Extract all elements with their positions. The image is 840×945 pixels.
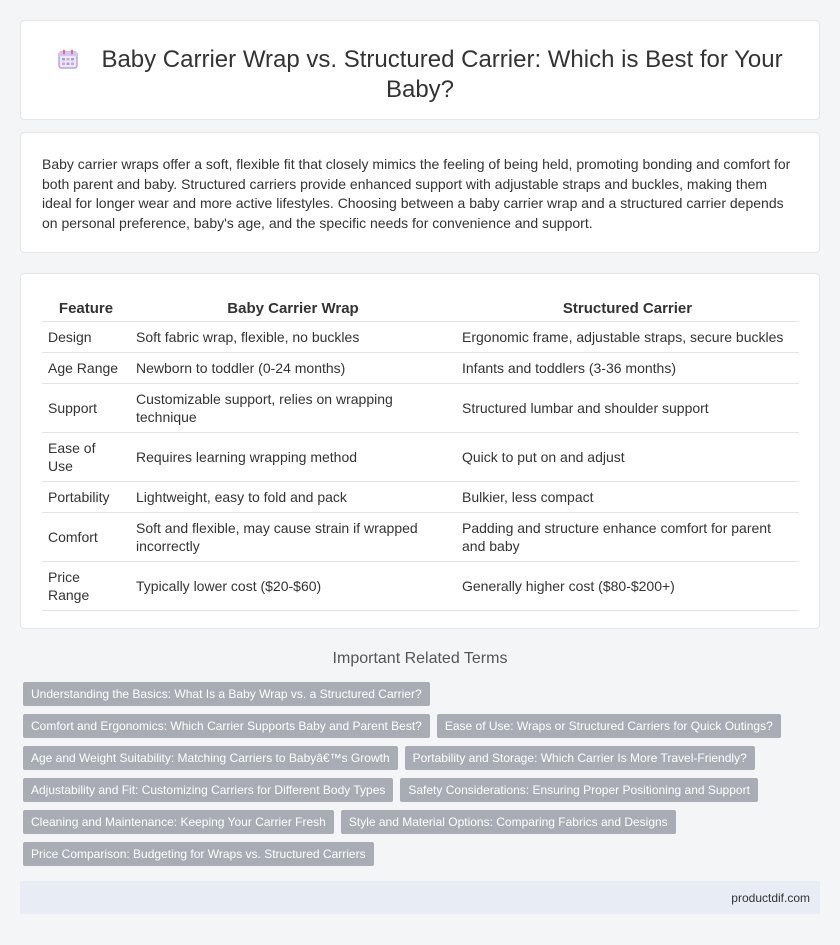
related-term-link[interactable]: Adjustability and Fit: Customizing Carriers for Different Body Types bbox=[23, 778, 393, 802]
row-wrap: Typically lower cost ($20-$60) bbox=[130, 561, 456, 610]
row-wrap: Requires learning wrapping method bbox=[130, 432, 456, 481]
row-feature: Design bbox=[42, 321, 130, 352]
chip-row bbox=[23, 714, 813, 746]
row-feature: Price Range bbox=[42, 561, 130, 610]
related-term-link[interactable]: Safety Considerations: Ensuring Proper Positioning and Support bbox=[400, 778, 758, 802]
chip-row bbox=[23, 746, 813, 778]
related-term-link[interactable]: Comfort and Ergonomics: Which Carrier Supports Baby and Parent Best? bbox=[23, 714, 430, 738]
comparison-card bbox=[20, 273, 820, 629]
row-structured: Quick to put on and adjust bbox=[456, 432, 799, 481]
calendar-icon bbox=[57, 48, 79, 70]
row-wrap: Lightweight, easy to fold and pack bbox=[130, 481, 456, 512]
row-wrap: Newborn to toddler (0-24 months) bbox=[130, 352, 456, 383]
chip-row bbox=[23, 842, 813, 874]
row-wrap: Soft and flexible, may cause strain if wrapped incorrectly bbox=[130, 512, 456, 561]
table-row bbox=[42, 321, 799, 352]
intro-card bbox=[20, 132, 820, 253]
related-terms-list bbox=[23, 682, 813, 874]
row-feature: Support bbox=[42, 383, 130, 432]
related-term-link[interactable]: Style and Material Options: Comparing Fabrics and Designs bbox=[341, 810, 676, 834]
page-title bbox=[51, 45, 789, 105]
header-structured: Structured Carrier bbox=[456, 296, 799, 321]
row-structured: Infants and toddlers (3-36 months) bbox=[456, 352, 799, 383]
page-title-text: Baby Carrier Wrap vs. Structured Carrier: Which is Best for Your Baby? bbox=[101, 46, 783, 103]
row-wrap: Customizable support, relies on wrapping technique bbox=[130, 383, 456, 432]
header-card bbox=[20, 20, 820, 120]
related-term-link[interactable]: Ease of Use: Wraps or Structured Carriers for Quick Outings? bbox=[437, 714, 781, 738]
chip-row bbox=[23, 810, 813, 842]
table-row bbox=[42, 481, 799, 512]
row-feature: Portability bbox=[42, 481, 130, 512]
chip-row bbox=[23, 682, 813, 714]
related-term-link[interactable]: Portability and Storage: Which Carrier Is More Travel-Friendly? bbox=[405, 746, 755, 770]
footer-site-link[interactable]: productdif.com bbox=[731, 891, 810, 905]
intro-paragraph: Baby carrier wraps offer a soft, flexible fit that closely mimics the feeling of being held, promoting bonding and comfort for both parent and baby. Structured carriers provide enhanced support with adjustable straps and buckles, making them ideal for longer wear and more active lifestyles. Choosing between a baby carrier wrap and a structured carrier depends on personal preference, baby's age, and the specific needs for convenience and support. bbox=[42, 156, 791, 231]
row-structured: Generally higher cost ($80-$200+) bbox=[456, 561, 799, 610]
table-row bbox=[42, 352, 799, 383]
row-structured: Ergonomic frame, adjustable straps, secure buckles bbox=[456, 321, 799, 352]
table-row bbox=[42, 432, 799, 481]
row-structured: Structured lumbar and shoulder support bbox=[456, 383, 799, 432]
related-terms-heading: Important Related Terms bbox=[332, 650, 508, 667]
comparison-table bbox=[42, 296, 799, 611]
table-row bbox=[42, 512, 799, 561]
related-term-link[interactable]: Price Comparison: Budgeting for Wraps vs. Structured Carriers bbox=[23, 842, 374, 866]
row-feature: Comfort bbox=[42, 512, 130, 561]
row-feature: Ease of Use bbox=[42, 432, 130, 481]
related-term-link[interactable]: Understanding the Basics: What Is a Baby Wrap vs. a Structured Carrier? bbox=[23, 682, 430, 706]
table-row bbox=[42, 383, 799, 432]
header-feature: Feature bbox=[42, 296, 130, 321]
related-term-link[interactable]: Age and Weight Suitability: Matching Carriers to Babyâ€™s Growth bbox=[23, 746, 398, 770]
row-structured: Bulkier, less compact bbox=[456, 481, 799, 512]
row-structured: Padding and structure enhance comfort for parent and baby bbox=[456, 512, 799, 561]
table-header-row bbox=[42, 296, 799, 321]
row-feature: Age Range bbox=[42, 352, 130, 383]
row-wrap: Soft fabric wrap, flexible, no buckles bbox=[130, 321, 456, 352]
header-wrap: Baby Carrier Wrap bbox=[130, 296, 456, 321]
chip-row bbox=[23, 778, 813, 810]
table-row bbox=[42, 561, 799, 610]
related-term-link[interactable]: Cleaning and Maintenance: Keeping Your Carrier Fresh bbox=[23, 810, 334, 834]
footer-bar bbox=[20, 881, 820, 914]
